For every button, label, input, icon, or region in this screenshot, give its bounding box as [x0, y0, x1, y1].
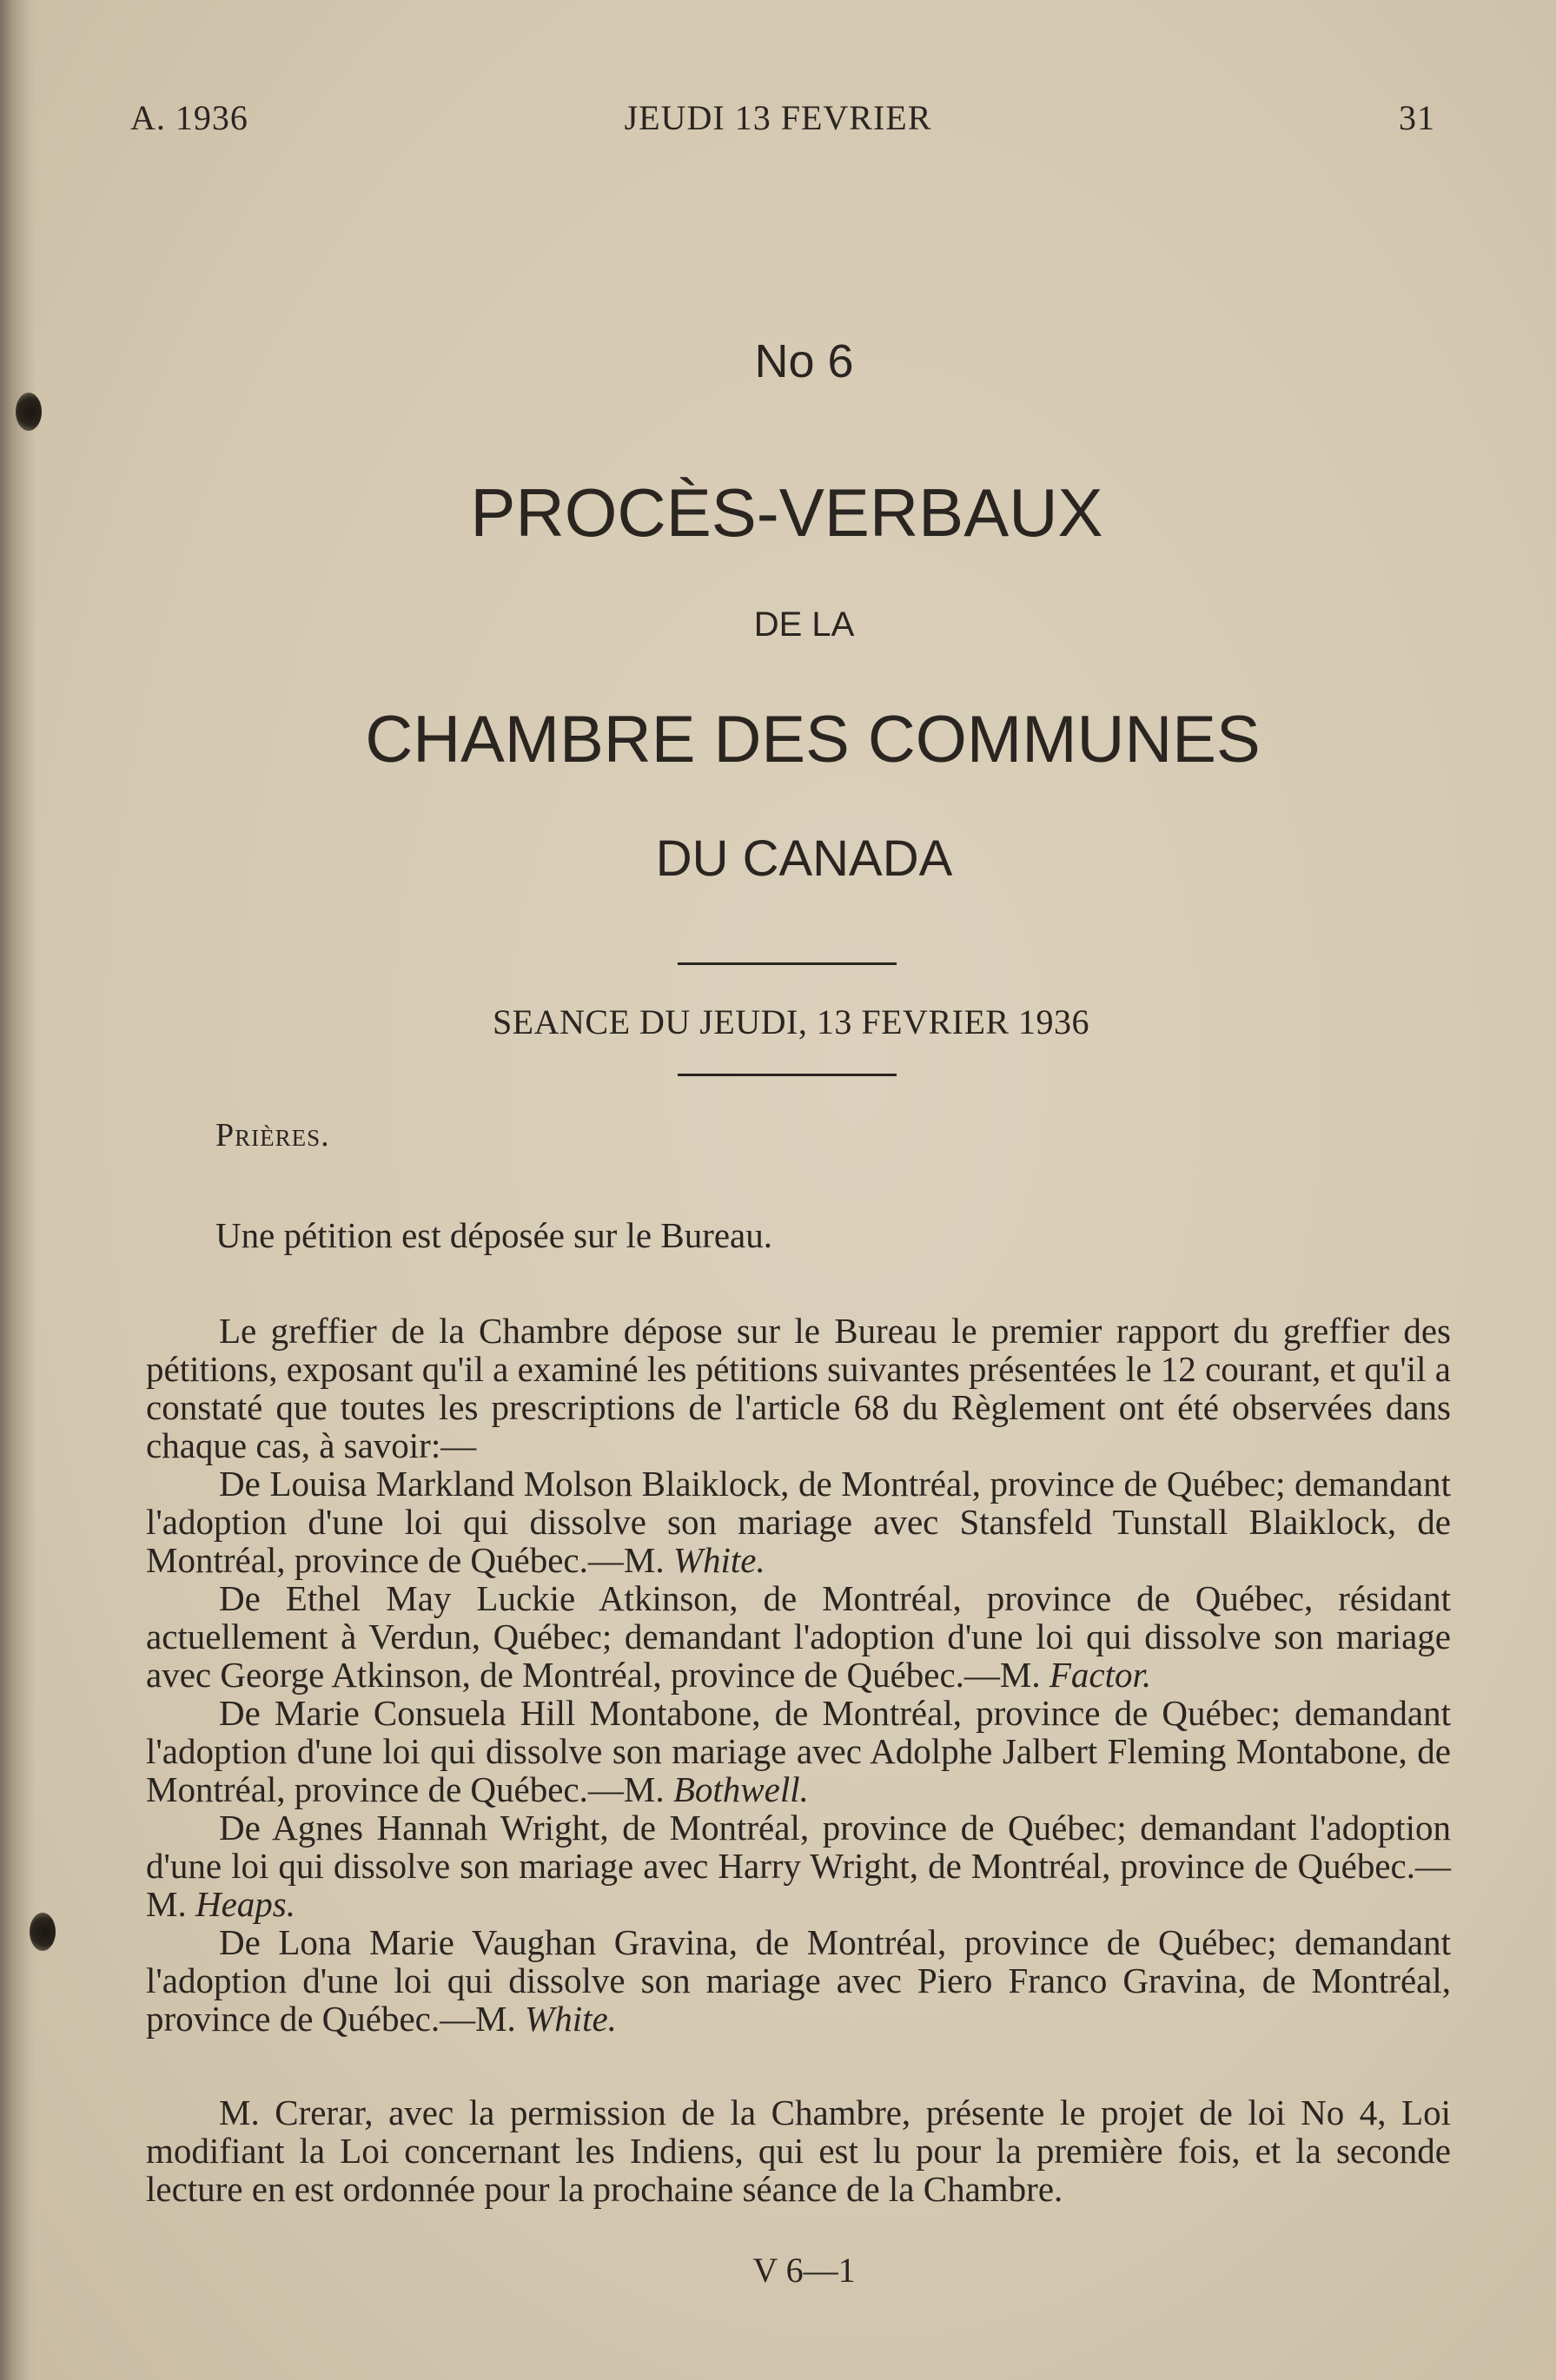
- petition-4: [146, 1808, 1451, 1923]
- bill-paragraph: M. Crerar, avec la permission de la Chambre, présente le projet de loi No 4, Loi modifiant la Loi concernant les Indiens, qui est lu pour la première fois, et la seconde lecture en est ordonnée pour la prochaine séance de la Chambre.: [146, 2092, 1451, 2209]
- petition-5: [146, 1923, 1451, 2038]
- petition-2: [146, 1579, 1451, 1694]
- petition-4-member: Heaps.: [195, 1884, 295, 1924]
- petition-3: [146, 1694, 1451, 1808]
- petition-2-text: De Ethel May Luckie Atkinson, de Montréal, province de Québec, résidant actuellement à Verdun, Québec; demandant l'adoption d'une loi qui dissolve son mariage avec George Atkinson, de Montréal, province de Québec.—M.: [146, 1578, 1451, 1695]
- title-proces-verbaux: PROCÈS-VERBAUX: [470, 474, 1103, 551]
- session-line: SEANCE DU JEUDI, 13 FEVRIER 1936: [492, 1002, 1090, 1041]
- petition-5-text: De Lona Marie Vaughan Gravina, de Montréal, province de Québec; demandant l'adoption d'une loi qui dissolve son mariage avec Piero Franco Gravina, de Montréal, province de Québec.—M.: [146, 1922, 1451, 2039]
- petition-1-member: White.: [672, 1540, 765, 1580]
- punch-hole-bottom: [30, 1913, 56, 1951]
- petition-2-member: Factor.: [1049, 1655, 1152, 1695]
- prayers-heading: Prières.: [215, 1117, 330, 1154]
- divider-bottom: [678, 1074, 897, 1076]
- header-page-number: 31: [1399, 98, 1435, 137]
- divider-top: [678, 962, 897, 965]
- petition-5-member: White.: [525, 1999, 617, 2039]
- petition-3-member: Bothwell.: [672, 1769, 809, 1809]
- petition-3-text: De Marie Consuela Hill Montabone, de Montréal, province de Québec; demandant l'adoption d'une loi qui dissolve son mariage avec Adolphe Jalbert Fleming Montabone, de Montréal, province de Québec.—M.: [146, 1693, 1451, 1809]
- journal-number: No 6: [754, 335, 854, 387]
- petition-1: [146, 1464, 1451, 1579]
- petition-deposit: Une pétition est déposée sur le Bureau.: [215, 1215, 773, 1255]
- clerk-report-block: [146, 1312, 1451, 2038]
- header-date: JEUDI 13 FEVRIER: [624, 98, 932, 137]
- signature-mark: V 6—1: [752, 2251, 856, 2290]
- petition-1-text: De Louisa Markland Molson Blaiklock, de Montréal, province de Québec; demandant l'adoption d'une loi qui dissolve son mariage avec Stansfeld Tunstall Blaiklock, de Montréal, province de Québec.—M.: [146, 1464, 1451, 1580]
- clerk-report: Le greffier de la Chambre dépose sur le Bureau le premier rapport du greffier des pétitions, exposant qu'il a examiné les pétitions suivantes présentées le 12 courant, et qu'il a constaté que toutes les prescriptions de l'article 68 du Règlement ont été observées dans chaque cas, à savoir:—: [146, 1311, 1451, 1465]
- petition-4-text: De Agnes Hannah Wright, de Montréal, province de Québec; demandant l'adoption d'une loi qui dissolve son mariage avec Harry Wright, de Montréal, province de Québec.—M.: [146, 1808, 1451, 1924]
- bill-block: [146, 2093, 1451, 2208]
- title-de-la: DE LA: [753, 605, 855, 644]
- header-year: A. 1936: [130, 98, 248, 137]
- title-du-canada: DU CANADA: [655, 830, 953, 887]
- title-chambre: CHAMBRE DES COMMUNES: [365, 703, 1261, 777]
- punch-hole-top: [16, 393, 42, 431]
